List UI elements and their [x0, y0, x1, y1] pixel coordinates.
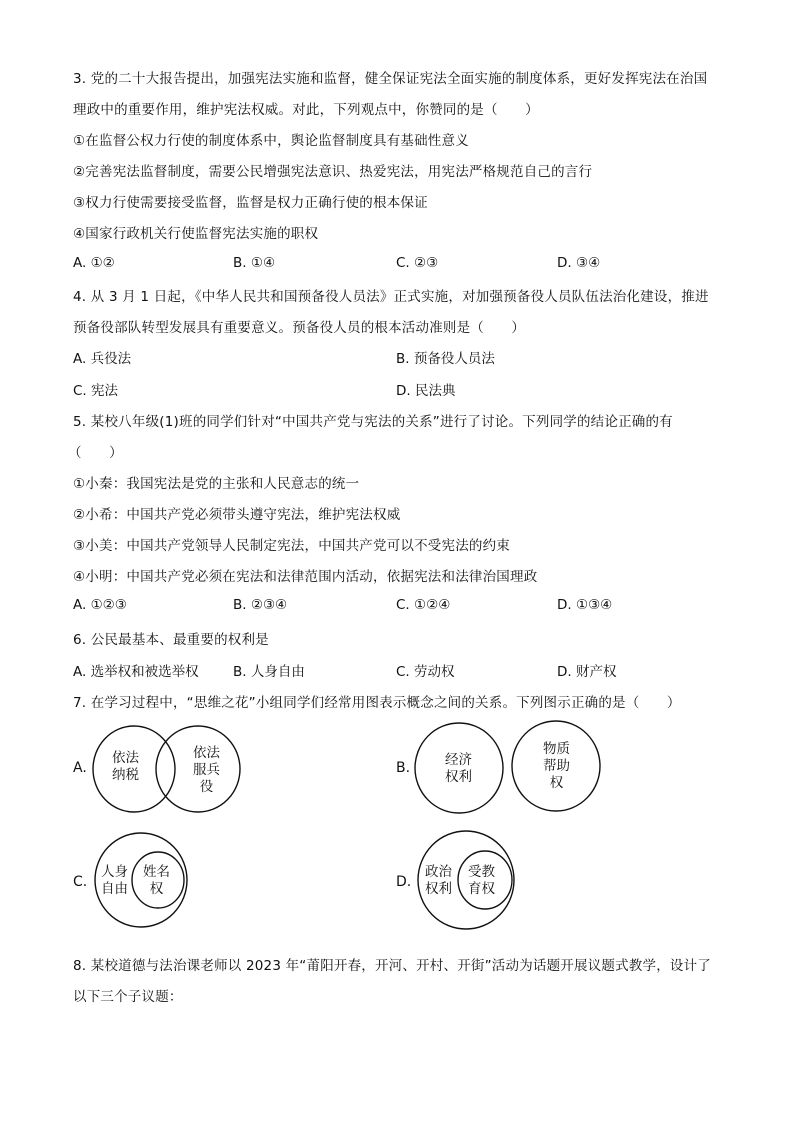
- q3-option-b: B. ①④: [233, 255, 276, 271]
- q8-stem-line2: 以下三个子议题：: [73, 989, 183, 1005]
- diagram-d-outer-text: 政治 权利: [425, 864, 452, 897]
- q4-stem-line1: 4. 从 3 月 1 日起，《中华人民共和国预备役人员法》正式实施，对加强预备役人员队伍法治化建设，推进: [73, 289, 709, 305]
- q4-option-d: D. 民法典: [396, 383, 456, 399]
- q3-statement-1: ①在监督公权力行使的制度体系中，舆论监督制度具有基础性意义: [73, 133, 469, 149]
- q4-option-a: A. 兵役法: [73, 351, 132, 367]
- q3-option-d: D. ③④: [557, 255, 601, 271]
- q3-stem-line1: 3. 党的二十大报告提出，加强宪法实施和监督，健全保证宪法全面实施的制度体系，更好发挥宪法在治国: [73, 71, 708, 87]
- diagram-d-inner-text: 受教 育权: [468, 864, 495, 897]
- diagram-b-venn: [413, 720, 613, 820]
- diagram-c-outer-text: 人身 自由: [101, 864, 128, 897]
- q5-statement-2: ②小希：中国共产党必须带头遵守宪法，维护宪法权威: [73, 507, 401, 523]
- q3-stem-line2: 理政中的重要作用，维护宪法权威。对此，下列观点中，你赞同的是（ ）: [73, 102, 539, 118]
- q5-stem-line1: 5. 某校八年级(1)班的同学们针对“中国共产党与宪法的关系”进行了讨论。下列同学的结论正确的有: [73, 414, 673, 430]
- q4-stem-line2: 预备役部队转型发展具有重要意义。预备役人员的根本活动准则是（ ）: [73, 320, 526, 336]
- q5-option-c: C. ①②④: [396, 597, 451, 613]
- q6-option-a: A. 选举权和被选举权: [73, 664, 199, 680]
- diagram-a-label: A.: [73, 760, 87, 776]
- q5-option-b: B. ②③④: [233, 597, 288, 613]
- q6-option-c: C. 劳动权: [396, 664, 455, 680]
- q3-statement-4: ④国家行政机关行使监督宪法实施的职权: [73, 226, 319, 242]
- q4-option-b: B. 预备役人员法: [396, 351, 495, 367]
- diagram-d-label: D.: [396, 874, 412, 890]
- q5-option-d: D. ①③④: [557, 597, 613, 613]
- q5-statement-3: ③小美：中国共产党领导人民制定宪法，中国共产党可以不受宪法的约束: [73, 538, 511, 554]
- q5-statement-4: ④小明：中国共产党必须在宪法和法律范围内活动，依据宪法和法律治国理政: [73, 569, 538, 585]
- q5-option-a: A. ①②③: [73, 597, 127, 613]
- q8-stem-line1: 8. 某校道德与法治课老师以 2023 年“莆阳开春，开河、开村、开街”活动为话题开展议题式教学，设计了: [73, 958, 711, 974]
- diagram-b-label: B.: [396, 760, 411, 776]
- q7-stem: 7. 在学习过程中，“思维之花”小组同学们经常用图表示概念之间的关系。下列图示正确的是（ ）: [73, 695, 681, 711]
- q6-option-d: D. 财产权: [557, 664, 617, 680]
- diagram-a-right-text: 依法 服兵 役: [193, 745, 220, 795]
- q4-option-c: C. 宪法: [73, 383, 119, 399]
- q3-statement-2: ②完善宪法监督制度，需要公民增强宪法意识、热爱宪法，用宪法严格规范自己的言行: [73, 164, 593, 180]
- diagram-c-inner-text: 姓名 权: [143, 864, 170, 897]
- diagram-b-right-text: 物质 帮助 权: [543, 741, 570, 791]
- q5-statement-1: ①小秦：我国宪法是党的主张和人民意志的统一: [73, 476, 360, 492]
- diagram-c-label: C.: [73, 874, 88, 890]
- diagram-b-left-text: 经济 权利: [445, 752, 472, 785]
- q3-option-a: A. ①②: [73, 255, 115, 271]
- diagram-a-left-text: 依法 纳税: [112, 750, 139, 783]
- q5-stem-line2: （ ）: [68, 445, 123, 461]
- q6-stem: 6. 公民最基本、最重要的权利是: [73, 632, 269, 648]
- q3-option-c: C. ②③: [396, 255, 439, 271]
- q6-option-b: B. 人身自由: [233, 664, 305, 680]
- q3-statement-3: ③权力行使需要接受监督，监督是权力正确行使的根本保证: [73, 195, 428, 211]
